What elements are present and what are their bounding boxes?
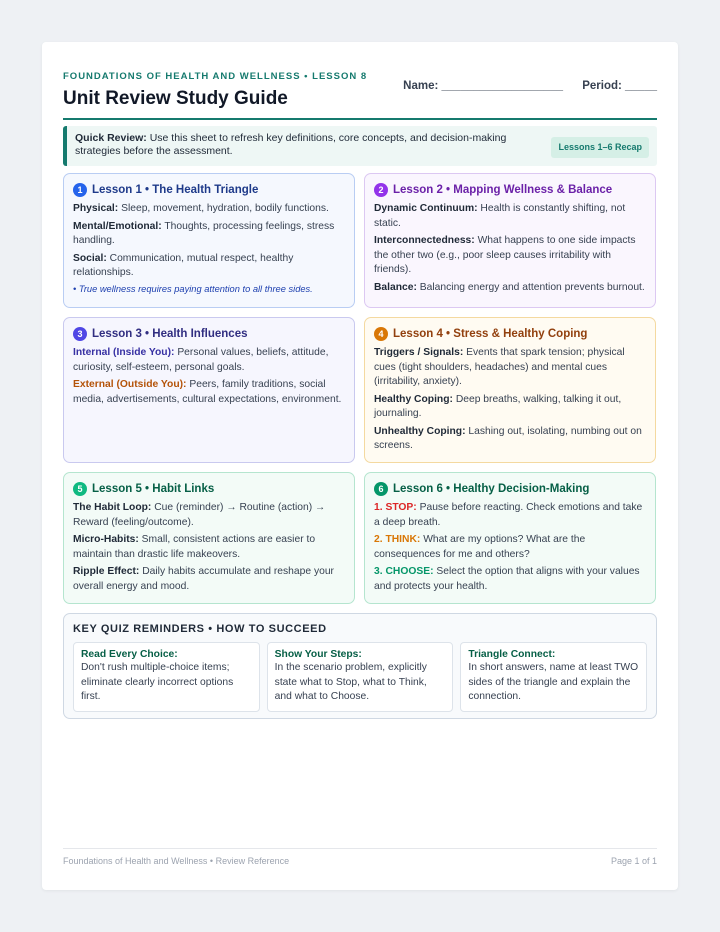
item-text: Daily habits accumulate and reshape your overall energy and mood.	[73, 566, 334, 592]
lesson-5-card	[63, 472, 355, 604]
item-text: Balancing energy and attention prevents burnout.	[416, 281, 645, 293]
item-label: Balance:	[374, 281, 417, 293]
reminder-card	[267, 642, 454, 712]
item-label: Social:	[73, 252, 107, 264]
quiz-reminders-title: KEY QUIZ REMINDERS • HOW TO SUCCEED	[73, 623, 327, 635]
lesson-5-title: Lesson 5 • Habit Links	[92, 483, 215, 495]
item-text: Sleep, movement, hydration, bodily functions.	[118, 203, 329, 214]
item-label: The Habit Loop:	[73, 502, 152, 513]
lesson-1-card	[63, 173, 355, 308]
lesson-5-item	[73, 565, 345, 594]
lesson-6-card	[364, 472, 656, 604]
lesson-2-header	[374, 183, 646, 197]
page-title: Unit Review Study Guide	[63, 88, 288, 109]
footer-divider	[63, 848, 657, 849]
lesson-1-item	[73, 220, 345, 249]
lesson-4-card	[364, 317, 656, 463]
course-kicker: FOUNDATIONS OF HEALTH AND WELLNESS • LESSON 8	[63, 71, 368, 82]
lesson-6-header	[374, 482, 646, 496]
lesson-1-item	[73, 202, 345, 217]
header-divider	[63, 118, 657, 120]
lesson-5-header	[73, 482, 345, 496]
period-field-label: Period: _____	[582, 80, 657, 92]
item-text: Deep breaths, walking, talking it out, journaling.	[374, 393, 622, 419]
item-label: Mental/Emotional:	[73, 220, 162, 232]
item-label: Internal (Inside You):	[73, 347, 175, 358]
reminder-text: In the scenario problem, explicitly state what to Stop, what to Think, and what to Choose.	[274, 662, 427, 702]
name-period-fields	[403, 80, 657, 92]
lesson-3-card	[63, 317, 355, 463]
name-field-label: Name: ___________________	[403, 80, 564, 92]
item-label: Ripple Effect:	[73, 566, 140, 577]
item-label: Interconnectedness:	[374, 235, 475, 246]
page-number: Page 1 of 1	[610, 856, 657, 866]
item-label: Unhealthy Coping:	[374, 425, 466, 437]
lesson-4-item	[374, 393, 646, 422]
lesson-1-header	[73, 183, 345, 197]
quick-review-banner	[63, 126, 657, 166]
item-text: What happens to one side impacts the other two (e.g., poor sleep causes irritability with friends).	[374, 235, 636, 275]
lesson-2-item	[374, 234, 646, 278]
item-text: Personal values, beliefs, attitude, curiosity, self-esteem, personal goals.	[73, 347, 329, 373]
lesson-6-item	[374, 501, 646, 530]
item-text: What are my options? What are the consequences for me and others?	[374, 534, 586, 560]
lesson-6-title: Lesson 6 • Healthy Decision-Making	[393, 483, 590, 495]
quick-review-text: Use this sheet to refresh key definitions, core concepts, and decision-making strategies before the assessment.	[75, 132, 507, 157]
footer-source: Foundations of Health and Wellness • Review Reference	[63, 856, 290, 866]
item-label: Healthy Coping:	[374, 393, 453, 405]
lesson-number-badge: 3	[73, 327, 87, 341]
item-text: Peers, family traditions, social media, advertisements, cultural expectations, environment.	[73, 379, 342, 405]
item-text: Thoughts, processing feelings, stress handling.	[73, 220, 335, 246]
item-label: Dynamic Continuum:	[374, 203, 478, 214]
lesson-1-item	[73, 252, 345, 281]
lesson-2-title: Lesson 2 • Mapping Wellness & Balance	[393, 184, 613, 196]
item-text: Small, consistent actions are easier to maintain than drastic life makeovers.	[73, 534, 316, 560]
quiz-reminders-row	[73, 642, 647, 712]
lesson-3-title: Lesson 3 • Health Influences	[92, 328, 248, 340]
lesson-2-card	[364, 173, 656, 308]
item-text: Cue (reminder) → Routine (action) → Reward (feeling/outcome).	[73, 502, 326, 528]
item-text: Events that spark tension; physical cues (tight shoulders, headaches) and mental cues (irritability, anxiety).	[374, 347, 625, 387]
lesson-2-item	[374, 281, 646, 296]
item-text: Pause before reacting. Check emotions and take a deep breath.	[374, 502, 643, 528]
item-text: Communication, mutual respect, healthy relationships.	[73, 252, 294, 278]
lesson-3-item	[73, 378, 345, 407]
item-label: Triggers / Signals:	[374, 347, 464, 358]
item-label: External (Outside You):	[73, 379, 187, 390]
item-text: Lashing out, isolating, numbing out on screens.	[374, 425, 642, 451]
lesson-number-badge: 6	[374, 482, 388, 496]
lesson-1-title: Lesson 1 • The Health Triangle	[92, 184, 259, 196]
lessons-recap-badge: Lessons 1–6 Recap	[551, 137, 649, 158]
lesson-number-badge: 2	[374, 183, 388, 197]
item-label: 2. THINK:	[374, 534, 421, 545]
lesson-6-item	[374, 565, 646, 594]
lesson-4-header	[374, 327, 646, 341]
lesson-4-title: Lesson 4 • Stress & Healthy Coping	[393, 328, 588, 340]
reminder-title: Read Every Choice:	[81, 649, 178, 660]
lesson-3-item	[73, 346, 345, 375]
lesson-1-note: • True wellness requires paying attention to all three sides.	[73, 283, 313, 294]
study-guide-page	[42, 42, 678, 890]
quick-review-label: Quick Review:	[75, 132, 147, 144]
reminder-card	[460, 642, 647, 712]
lesson-number-badge: 4	[374, 327, 388, 341]
item-text: Select the option that aligns with your values and protects your health.	[374, 566, 640, 592]
reminder-title: Triangle Connect:	[468, 649, 556, 660]
item-label: 3. CHOOSE:	[374, 566, 434, 577]
item-text: Health is constantly shifting, not static.	[374, 203, 626, 229]
lesson-4-item	[374, 346, 646, 390]
reminder-text: Don't rush multiple-choice items; eliminate clearly incorrect options first.	[81, 662, 234, 702]
reminder-title: Show Your Steps:	[274, 649, 362, 660]
lesson-4-item	[374, 425, 646, 454]
lesson-number-badge: 5	[73, 482, 87, 496]
quiz-reminders-section	[63, 613, 657, 719]
lesson-6-item	[374, 533, 646, 562]
item-label: Physical:	[73, 203, 119, 214]
lesson-5-item	[73, 533, 345, 562]
item-label: Micro-Habits:	[73, 534, 139, 545]
lesson-2-item	[374, 202, 646, 231]
reminder-text: In short answers, name at least TWO sides of the triangle and explain the connection.	[468, 662, 639, 702]
reminder-card	[73, 642, 260, 712]
lesson-3-header	[73, 327, 345, 341]
item-label: 1. STOP:	[374, 502, 417, 513]
lesson-number-badge: 1	[73, 183, 87, 197]
lesson-5-item	[73, 501, 345, 530]
